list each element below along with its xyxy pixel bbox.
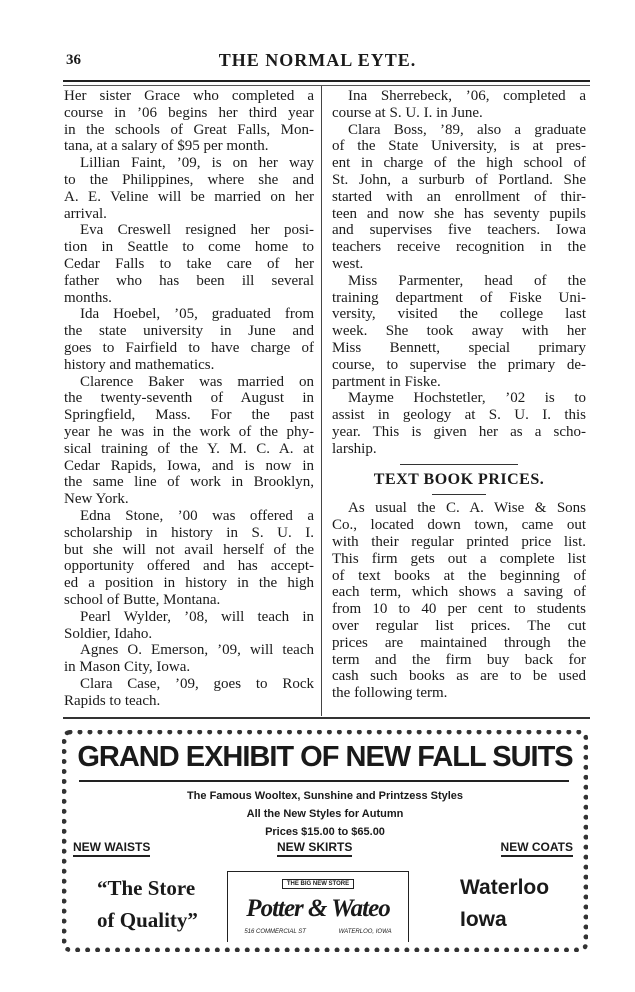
text-line: each term, which shows a saving of [332, 584, 586, 601]
text-line: course at S. U. I. in June. [332, 104, 483, 121]
text-line: Cedar Falls to take care of her [64, 255, 314, 272]
logo-address [228, 928, 408, 936]
text-line: cash such books as are to be used [332, 668, 586, 685]
text-line: Clara Case, ’09, goes to Rock [80, 675, 314, 692]
text-line: to the Philippines, where she and [64, 171, 314, 188]
ad-title: GRAND EXHIBIT OF NEW FALL SUITS [77, 741, 573, 773]
section-paragraphs [332, 500, 586, 702]
paragraph [64, 642, 314, 676]
text-line: with their regular printed price list. [332, 533, 586, 550]
text-line: father who has been ill several [64, 272, 314, 289]
text-line: of the State University, is at pres- [332, 138, 586, 155]
text-line: the following term. [332, 685, 448, 702]
ad-title-rule [79, 780, 569, 782]
text-line: and supervises five teachers. Iowa [332, 222, 586, 239]
text-line: Ida Hoebel, ’05, graduated from [80, 306, 314, 323]
text-line: teen and now she has seventy pupils [332, 205, 586, 222]
text-line: Pearl Wylder, ’08, will teach in [80, 608, 314, 625]
text-line: Cedar Rapids, Iowa, and is now in [64, 457, 314, 474]
text-line: months. [64, 289, 112, 306]
text-line: tion in Seattle to come home to [64, 239, 314, 256]
ad-styles: All the New Styles for Autumn [246, 808, 404, 820]
text-line: sical training of the Y. M. C. A. at [64, 440, 314, 457]
ad-slogan-line2: of Quality” [97, 908, 198, 932]
text-line: New York. [64, 491, 129, 508]
store-logo [227, 871, 409, 942]
text-line: history and mathematics. [64, 356, 215, 373]
text-line: training department of Fiske Uni- [332, 289, 586, 306]
paragraph [332, 122, 586, 273]
text-line: teachers receive recognition in the [332, 239, 586, 256]
text-line: started with an enrollment of thir- [332, 188, 586, 205]
text-line: week. She took away with her [332, 323, 586, 340]
text-line: prices are maintained through the [332, 634, 586, 651]
ad-slogan [97, 872, 198, 936]
text-line: scholarship in history in S. U. I. [64, 524, 314, 541]
ad-prices: Prices $15.00 to $65.00 [265, 826, 385, 838]
paragraph [64, 88, 314, 155]
section-heading: TEXT BOOK PRICES. [332, 472, 586, 489]
text-line: Her sister Grace who completed a [64, 88, 314, 104]
text-line: Co., located down town, came out [332, 517, 586, 534]
text-line: Edna Stone, ’00 was offered a [80, 507, 314, 524]
paragraph [64, 222, 314, 306]
paragraph [64, 155, 314, 222]
text-line: year. This is given her as a scho- [332, 423, 586, 440]
ad-slogan-line1: “The Store [97, 876, 196, 900]
text-line: over regular list prices. The cut [332, 617, 586, 634]
paragraph [64, 306, 314, 373]
text-line: year he was in the work of the phy- [64, 423, 314, 440]
ad-new-coats: NEW COATS [501, 840, 573, 857]
text-line: course, to supervise the primary de- [332, 356, 586, 373]
text-line: school of Butte, Montana. [64, 591, 221, 608]
text-line: ent in charge of the high school of [332, 155, 586, 172]
paragraph [332, 88, 586, 122]
paragraph [64, 508, 314, 609]
text-line: in Mason City, Iowa. [64, 659, 191, 676]
left-column [64, 88, 314, 709]
paragraph [64, 676, 314, 710]
header-rule [63, 80, 590, 86]
text-line: As usual the C. A. Wise & Sons [348, 500, 586, 517]
text-line: goes to Fairfield to have charge of [64, 339, 314, 356]
ad-brands: The Famous Wooltex, Sunshine and Printzess Styles [186, 790, 464, 802]
paragraph [332, 500, 586, 702]
text-line: Miss Parmenter, head of the [348, 272, 586, 289]
logo-name: Potter & Wateo [246, 895, 390, 922]
text-line: larship. [332, 440, 377, 457]
text-line: This firm gets out a complete list [332, 550, 586, 567]
ad-location [460, 872, 549, 936]
publication-title: THE NORMAL EYTE. [218, 50, 417, 70]
text-line: partment in Fiske. [332, 373, 441, 390]
text-line: the same line of work in Brooklyn, [64, 474, 314, 491]
ad-new-waists: NEW WAISTS [73, 840, 150, 857]
text-line: versity, visited the college last [332, 306, 586, 323]
text-line: Rapids to teach. [64, 692, 161, 709]
text-line: of text books at the beginning of [332, 567, 586, 584]
advertisement [62, 730, 588, 952]
text-line: term and the firm buy back for [332, 651, 586, 668]
text-line: the twenty-seventh of August in [64, 390, 314, 407]
text-line: opportunity offered and has accept- [64, 558, 314, 575]
text-line: west. [332, 255, 364, 272]
text-line: Lillian Faint, ’09, is on her way [80, 155, 314, 172]
text-line: from 10 to 40 per cent to students [332, 601, 586, 618]
text-line: the state university in June and [64, 323, 314, 340]
text-line: Mayme Hochstetler, ’02 is to [348, 390, 586, 407]
text-line: course in ’06 begins her third year [64, 104, 314, 121]
logo-ribbon: THE BIG NEW STORE [282, 879, 354, 889]
ad-city: Waterloo [460, 876, 550, 899]
ad-new-skirts: NEW SKIRTS [277, 840, 352, 857]
right-paragraphs [332, 88, 586, 458]
logo-address-street: 516 COMMERCIAL ST [244, 929, 306, 935]
text-line: arrival. [64, 205, 107, 222]
text-line: Ina Sherrebeck, ’06, completed a [348, 88, 586, 104]
text-line: tana, at a salary of $95 per month. [64, 138, 269, 155]
paragraph [64, 374, 314, 508]
text-line: A. E. Veline will be married on her [64, 188, 314, 205]
paragraph [332, 273, 586, 391]
text-line: Eva Creswell resigned her posi- [80, 222, 314, 239]
text-line: Clara Boss, ’89, also a graduate [348, 121, 586, 138]
text-line: Springfield, Mass. For the past [64, 407, 314, 424]
text-line: Miss Bennett, special primary [332, 339, 586, 356]
text-line: but she will not avail herself of the [64, 541, 314, 558]
ad-state: Iowa [460, 908, 507, 931]
text-line: in the schools of Great Falls, Mon- [64, 121, 314, 138]
logo-address-city: WATERLOO, IOWA [338, 929, 392, 935]
paragraph [332, 390, 586, 457]
text-line: Clarence Baker was married on [80, 373, 314, 390]
page-number: 36 [66, 52, 81, 68]
paragraph [64, 609, 314, 643]
text-line: Soldier, Idaho. [64, 625, 153, 642]
text-line: ed a position in history in the high [64, 575, 314, 592]
column-divider [321, 86, 322, 716]
text-line: St. John, a surburb of Portland. She [332, 171, 586, 188]
text-line: assist in geology at S. U. I. this [332, 407, 586, 424]
text-line: Agnes O. Emerson, ’09, will teach [80, 642, 314, 659]
bottom-rule [63, 717, 590, 719]
right-column [332, 88, 586, 702]
